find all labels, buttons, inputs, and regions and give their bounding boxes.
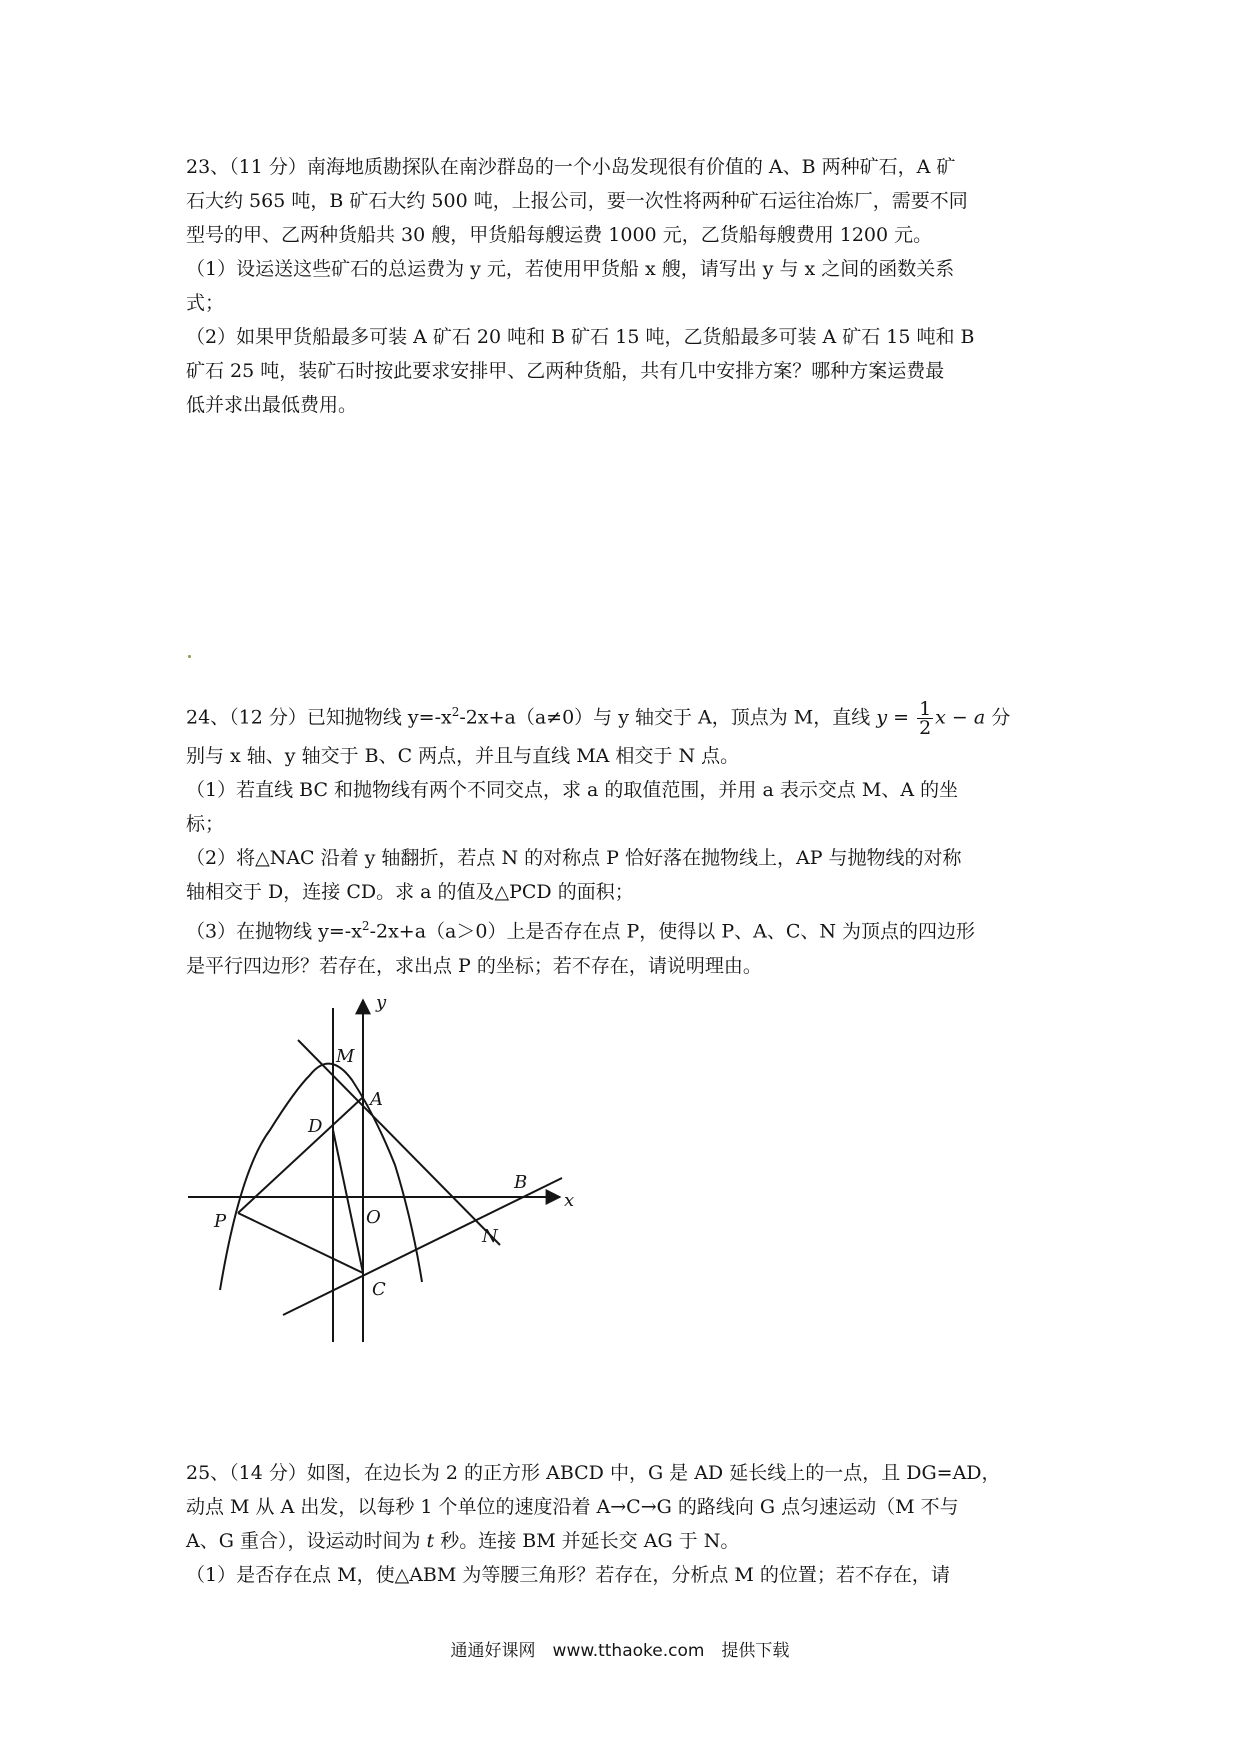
q24-part-2-cont: 轴相交于 D，连接 CD。求 a 的值及△PCD 的面积； — [186, 881, 634, 904]
q23-line-3: 型号的甲、乙两种货船共 30 艘，甲货船每艘运费 1000 元，乙货船每艘费用 1200 元。 — [186, 224, 933, 246]
q24-part-3-text-b: -2x+a（a＞0）上是否存在点 P，使得以 P、A、C、N 为顶点的四边形 — [369, 920, 976, 943]
line-equation-fraction — [917, 697, 933, 739]
q24-exponent: 2 — [451, 705, 460, 719]
label-a: A — [370, 1089, 383, 1110]
scan-speck — [188, 655, 191, 658]
q24-line-1-text-c: 分 — [991, 706, 1011, 729]
q23-part-2-cont: 矿石 25 吨，装矿石时按此要求安排甲、乙两种货船，共有几中安排方案？哪种方案运费最 — [186, 360, 945, 382]
q23-line-2: 石大约 565 吨，B 矿石大约 500 吨，上报公司，要一次性将两种矿石运往冶炼厂，需要不同 — [186, 190, 968, 212]
label-y-axis: y — [376, 992, 387, 1013]
q25-line-3-text-b: 秒。连接 BM 并延长交 AG 于 N。 — [440, 1530, 740, 1552]
label-c: C — [372, 1279, 386, 1300]
q23-line-1: 23、（11 分）南海地质勘探队在南沙群岛的一个小岛发现很有价值的 A、B 两种矿石，A 矿 — [186, 156, 956, 178]
q25-part-1: （1）是否存在点 M，使△ABM 为等腰三角形？若存在，分析点 M 的位置；若不存在，请 — [186, 1564, 950, 1586]
q23-part-2: （2）如果甲货船最多可装 A 矿石 20 吨和 B 矿石 15 吨，乙货船最多可装 A 矿石 15 吨和 B — [186, 326, 975, 348]
label-b: B — [514, 1172, 528, 1193]
line-equation-rest: x − a — [935, 706, 986, 729]
question-24 — [186, 690, 1066, 983]
q24-part-3-cont: 是平行四边形？若存在，求出点 P 的坐标；若不存在，请说明理由。 — [186, 954, 762, 977]
q24-line-1 — [186, 690, 1066, 739]
q24-part-3-exponent: 2 — [361, 919, 370, 934]
q25-line-2: 动点 M 从 A 出发，以每秒 1 个单位的速度沿着 A→C→G 的路线向 G 点匀速运动（M 不与 — [186, 1496, 959, 1518]
label-o: O — [366, 1207, 381, 1228]
line-ma-n — [298, 1040, 500, 1245]
q24-part-1-cont: 标； — [186, 813, 225, 836]
q23-part-2-end: 低并求出最低费用。 — [186, 394, 358, 416]
q24-part-3 — [186, 909, 1066, 948]
q24-part-2: （2）将△NAC 沿着 y 轴翻折，若点 N 的对称点 P 恰好落在抛物线上，AP 与抛物线的对称 — [186, 847, 962, 870]
q24-line-2: 别与 x 轴、y 轴交于 B、C 两点，并且与直线 MA 相交于 N 点。 — [186, 745, 740, 768]
q25-line-3-text-a: A、G 重合），设运动时间为 — [186, 1530, 421, 1552]
page-footer: 通通好课网 www.tthaoke.com 提供下载 — [450, 1641, 790, 1661]
fraction-denominator: 2 — [919, 716, 932, 739]
q24-part-3-text-a: （3）在抛物线 y=-x — [186, 920, 362, 943]
label-d: D — [308, 1116, 323, 1137]
time-variable: t — [426, 1530, 435, 1552]
segment-pc — [238, 1213, 363, 1273]
q24-part-1: （1）若直线 BC 和抛物线有两个不同交点，求 a 的取值范围，并用 a 表示交点 M、A 的坐 — [186, 779, 959, 802]
q24-line-1-text-a: 24、（12 分）已知抛物线 y=-x — [186, 706, 452, 729]
parabola-curve — [220, 1064, 422, 1290]
q25-line-3 — [186, 1524, 1066, 1558]
q25-line-1: 25、（14 分）如图，在边长为 2 的正方形 ABCD 中，G 是 AD 延长线上的一点，且 DG=AD， — [186, 1462, 1001, 1484]
parabola-figure — [180, 990, 600, 1350]
segment-pa — [238, 1098, 362, 1213]
fraction-numerator: 1 — [919, 697, 932, 720]
label-p: P — [214, 1211, 227, 1232]
label-x-axis: x — [564, 1190, 575, 1211]
q23-part-1-cont: 式； — [186, 292, 225, 314]
line-equation-y: y = — [876, 706, 910, 729]
q23-part-1: （1）设运送这些矿石的总运费为 y 元，若使用甲货船 x 艘，请写出 y 与 x 之间的函数关系 — [186, 258, 955, 280]
question-23 — [186, 150, 1066, 422]
question-25 — [186, 1456, 1066, 1592]
q24-line-1-text-b: -2x+a（a≠0）与 y 轴交于 A，顶点为 M，直线 — [459, 706, 871, 729]
segment-cd — [333, 1130, 363, 1273]
label-n: N — [482, 1226, 498, 1247]
label-m: M — [336, 1046, 355, 1067]
line-bc — [283, 1178, 562, 1315]
